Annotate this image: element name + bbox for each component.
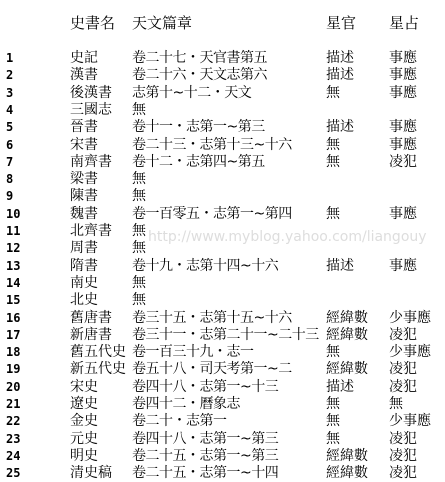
star-official: 經緯數 <box>326 326 368 343</box>
book-name: 金史 <box>70 413 98 430</box>
astrology: 凌犯 <box>389 430 417 447</box>
row-number: 3 <box>6 85 14 100</box>
table-row <box>0 240 445 257</box>
row-number: 4 <box>6 102 14 117</box>
table-row <box>0 119 445 136</box>
chapter-text: 志第十~十二・天文 <box>132 84 252 101</box>
book-name: 三國志 <box>70 101 112 118</box>
book-name: 新唐書 <box>70 326 112 343</box>
header-star-official: 星官 <box>326 14 357 32</box>
book-name: 魏書 <box>70 205 98 222</box>
book-name: 史記 <box>70 50 98 66</box>
book-name: 晉書 <box>70 119 98 136</box>
astrology: 事應 <box>389 205 417 222</box>
header-astrology: 星占 <box>389 14 420 32</box>
astrology: 事應 <box>389 50 417 66</box>
table-row <box>0 50 445 67</box>
chapter-text: 無 <box>132 274 146 291</box>
chapter-text: 卷四十二・曆象志 <box>132 396 240 412</box>
table-row <box>0 67 445 84</box>
star-official: 無 <box>326 84 340 101</box>
star-official: 描述 <box>326 119 354 136</box>
chapter-text: 卷一百三十九・志一 <box>132 344 254 361</box>
chapter-text: 無 <box>132 101 146 118</box>
table-row <box>0 137 445 154</box>
chapter-text: 卷三十一・志第二十一~二十三 <box>132 326 319 343</box>
astrology: 凌犯 <box>389 361 417 378</box>
row-number: 14 <box>6 275 21 290</box>
astrology: 凌犯 <box>389 465 417 482</box>
astrology: 無 <box>389 396 403 412</box>
table-row <box>0 465 445 482</box>
row-number: 8 <box>6 172 14 187</box>
book-name: 元史 <box>70 430 98 447</box>
row-number: 2 <box>6 68 14 83</box>
astrology: 凌犯 <box>389 326 417 343</box>
row-number: 17 <box>6 327 21 342</box>
astrology: 凌犯 <box>389 447 417 464</box>
astrology: 少事應 <box>389 344 431 361</box>
book-name: 陳書 <box>70 188 98 205</box>
book-name: 宋史 <box>70 378 98 395</box>
row-number: 23 <box>6 431 21 446</box>
table-row <box>0 396 445 413</box>
book-name: 梁書 <box>70 171 98 188</box>
book-name: 清史稿 <box>70 465 112 482</box>
star-official: 無 <box>326 153 340 170</box>
chapter-text: 無 <box>132 188 146 205</box>
chapter-text: 卷二十五・志第一~十四 <box>132 465 279 482</box>
table-row <box>0 275 445 292</box>
star-official: 描述 <box>326 67 354 84</box>
book-name: 明史 <box>70 447 98 464</box>
row-number: 16 <box>6 310 21 325</box>
table-row <box>0 206 445 223</box>
row-number: 7 <box>6 154 14 169</box>
row-number: 6 <box>6 137 14 152</box>
chapter-text: 卷十二・志第四~第五 <box>132 153 265 170</box>
chapter-text: 卷二十五・志第一~第三 <box>132 447 279 464</box>
table-row <box>0 379 445 396</box>
book-name: 舊五代史 <box>70 344 126 361</box>
row-number: 15 <box>6 293 21 308</box>
chapter-text: 卷二十六・天文志第六 <box>132 67 267 84</box>
table-row <box>0 154 445 171</box>
star-official: 經緯數 <box>326 447 368 464</box>
book-name: 新五代史 <box>70 361 126 378</box>
astrology: 事應 <box>389 67 417 84</box>
astrology: 凌犯 <box>389 153 417 170</box>
row-number: 10 <box>6 206 21 221</box>
row-number: 22 <box>6 414 21 429</box>
book-name: 南史 <box>70 274 98 291</box>
row-number: 13 <box>6 258 21 273</box>
row-number: 20 <box>6 379 21 394</box>
table-row <box>0 102 445 119</box>
star-official: 無 <box>326 136 340 153</box>
chapter-text: 卷一百零五・志第一~第四 <box>132 205 292 222</box>
book-name: 北齊書 <box>70 223 112 239</box>
book-name: 舊唐書 <box>70 309 112 326</box>
row-number: 19 <box>6 362 21 377</box>
chapter-text: 無 <box>132 223 146 239</box>
header-book-name: 史書名 <box>70 14 116 32</box>
table-row <box>0 344 445 361</box>
star-official: 經緯數 <box>326 465 368 482</box>
star-official: 無 <box>326 430 340 447</box>
table-row <box>0 223 445 240</box>
star-official: 無 <box>326 344 340 361</box>
book-name: 南齊書 <box>70 153 112 170</box>
table-row <box>0 413 445 430</box>
row-number: 21 <box>6 397 21 411</box>
chapter-text: 卷二十七・天官書第五 <box>132 50 267 66</box>
table-row <box>0 292 445 309</box>
chapter-text: 無 <box>132 240 146 257</box>
book-name: 周書 <box>70 240 98 257</box>
astrology: 事應 <box>389 119 417 136</box>
chapter-text: 卷二十・志第一 <box>132 413 227 430</box>
astrology: 事應 <box>389 136 417 153</box>
star-official: 描述 <box>326 50 354 66</box>
book-name: 隋書 <box>70 257 98 274</box>
row-number: 12 <box>6 241 21 256</box>
star-official: 無 <box>326 413 340 430</box>
astrology: 事應 <box>389 84 417 101</box>
astrology: 凌犯 <box>389 378 417 395</box>
table-row <box>0 171 445 188</box>
chapter-text: 卷十九・志第十四~十六 <box>132 257 279 274</box>
book-name: 漢書 <box>70 67 98 84</box>
astrology: 少事應 <box>389 309 431 326</box>
book-name: 宋書 <box>70 136 98 153</box>
book-name: 北史 <box>70 292 98 309</box>
chapter-text: 卷十一・志第一~第三 <box>132 119 265 136</box>
star-official: 無 <box>326 205 340 222</box>
chapter-text: 卷四十八・志第一~第三 <box>132 430 279 447</box>
watermark: http://www.myblog.yahoo.com/liangouy <box>148 229 427 245</box>
row-number: 9 <box>6 189 14 204</box>
table-row <box>0 258 445 275</box>
row-number: 1 <box>6 51 14 65</box>
chapter-text: 卷四十八・志第一~十三 <box>132 378 279 395</box>
table-row <box>0 448 445 465</box>
header-chapter: 天文篇章 <box>132 14 193 32</box>
row-number: 24 <box>6 448 21 463</box>
table-row <box>0 310 445 327</box>
star-official: 描述 <box>326 378 354 395</box>
chapter-text: 卷三十五・志第十五~十六 <box>132 309 292 326</box>
chapter-text: 無 <box>132 171 146 188</box>
table-row <box>0 85 445 102</box>
astrology: 少事應 <box>389 413 431 430</box>
star-official: 描述 <box>326 257 354 274</box>
book-name: 後漢書 <box>70 84 112 101</box>
row-number: 25 <box>6 466 21 481</box>
chapter-text: 卷五十八・司天考第一~二 <box>132 361 292 378</box>
row-number: 18 <box>6 345 21 360</box>
book-name: 遼史 <box>70 396 98 412</box>
star-official: 無 <box>326 396 340 412</box>
table-row <box>0 327 445 344</box>
table-row <box>0 361 445 378</box>
astrology: 事應 <box>389 257 417 274</box>
table-row <box>0 431 445 448</box>
table-row <box>0 188 445 205</box>
chapter-text: 無 <box>132 292 146 309</box>
row-number: 11 <box>6 224 21 238</box>
star-official: 經緯數 <box>326 309 368 326</box>
chapter-text: 卷二十三・志第十三~十六 <box>132 136 292 153</box>
star-official: 經緯數 <box>326 361 368 378</box>
row-number: 5 <box>6 120 14 135</box>
